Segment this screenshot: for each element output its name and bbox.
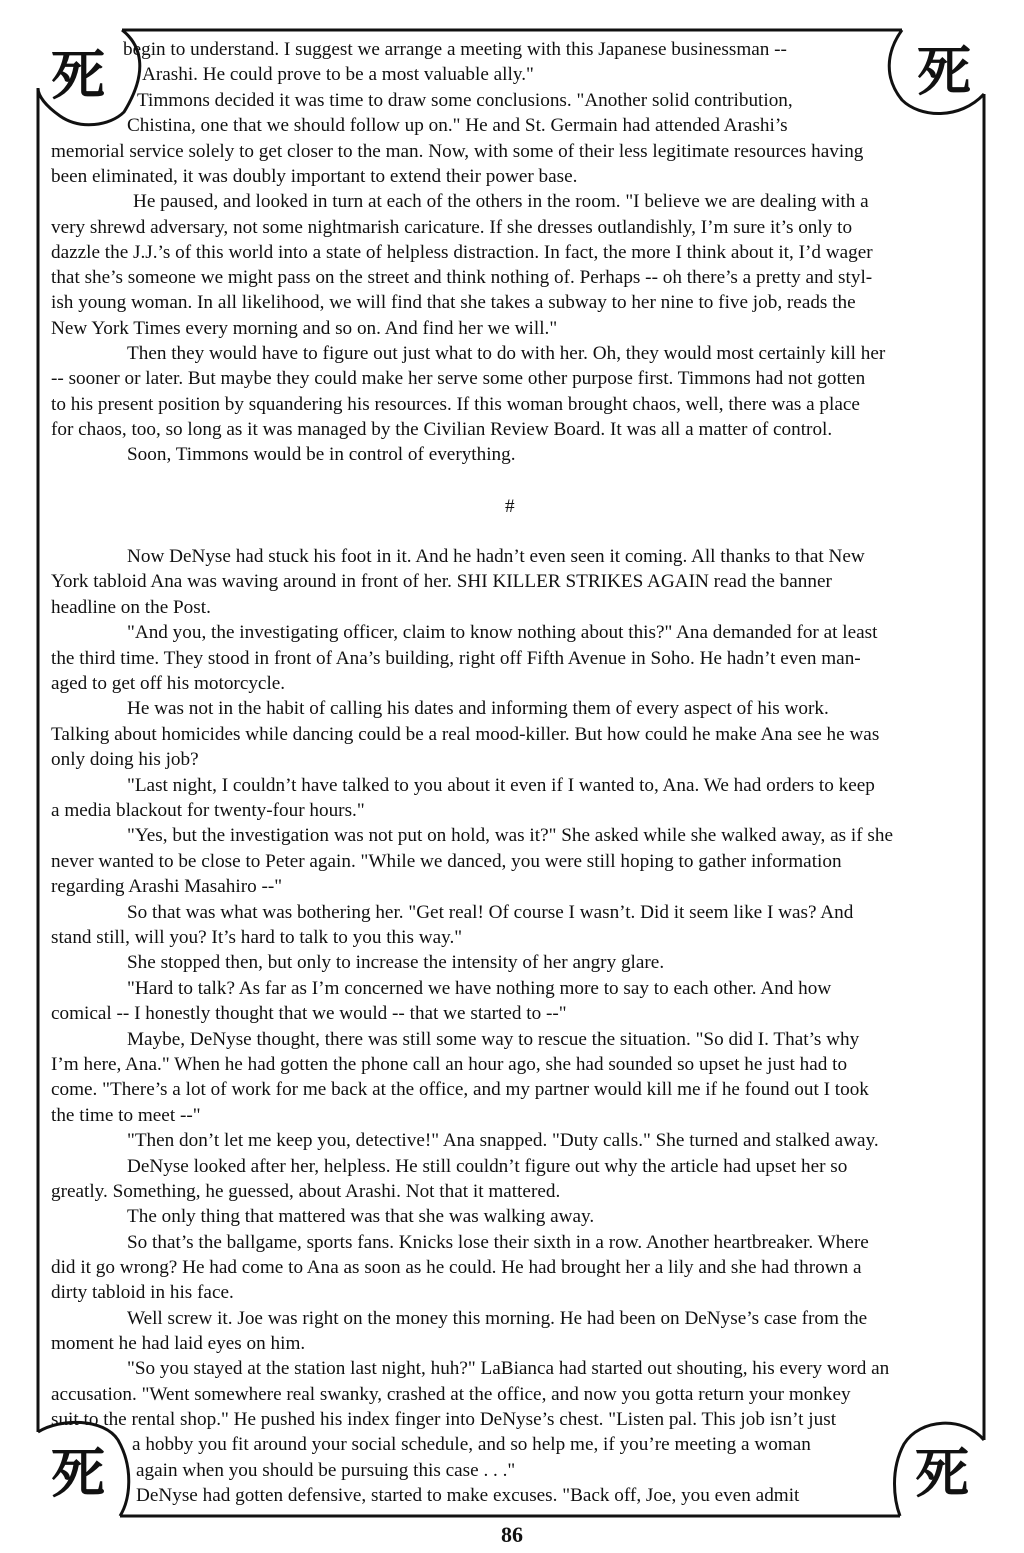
text-line: Now DeNyse had stuck his foot in it. And he hadn’t even seen it coming. All thanks to that New	[127, 546, 865, 567]
text-line: to his present position by squandering his resources. If this woman brought chaos, well, there was a place	[51, 394, 860, 415]
text-line: Well screw it. Joe was right on the money this morning. He had been on DeNyse’s case from the	[127, 1308, 868, 1329]
text-line: She stopped then, but only to increase the intensity of her angry glare.	[127, 952, 665, 973]
corner-kanji-bottom-right: 死	[915, 1442, 969, 1505]
text-line: I’m here, Ana." When he had gotten the phone call an hour ago, she had sounded so upset he just had to	[51, 1054, 848, 1075]
text-line: York tabloid Ana was waving around in front of her. SHI KILLER STRIKES AGAIN read the banner	[51, 571, 832, 592]
text-line: regarding Arashi Masahiro --"	[51, 876, 283, 897]
text-line: Arashi. He could prove to be a most valuable ally."	[142, 64, 534, 85]
text-line: Timmons decided it was time to draw some conclusions. "Another solid contribution,	[137, 90, 793, 111]
text-line: Talking about homicides while dancing could be a real mood-killer. But how could he make Ana see he was	[51, 724, 880, 745]
text-line: did it go wrong? He had come to Ana as soon as he could. He had brought her a lily and she had thrown a	[51, 1257, 862, 1278]
text-line: that she’s someone we might pass on the street and think nothing of. Perhaps -- oh there’s a pretty and styl-	[51, 267, 873, 288]
text-line: a hobby you fit around your social schedule, and so help me, if you’re meeting a woman	[132, 1434, 811, 1455]
text-line: The only thing that mattered was that she was walking away.	[127, 1206, 595, 1227]
text-line: Soon, Timmons would be in control of everything.	[127, 444, 516, 465]
text-line: New York Times every morning and so on. And find her we will."	[51, 318, 558, 339]
text-line: Then they would have to figure out just what to do with her. Oh, they would most certainly kill her	[127, 343, 886, 364]
corner-kanji-bottom-left: 死	[51, 1442, 105, 1505]
text-line: been eliminated, it was doubly important to extend their power base.	[51, 166, 578, 187]
text-line: memorial service solely to get closer to the man. Now, with some of their less legitimate resources having	[51, 141, 864, 162]
text-line: again when you should be pursuing this case . . ."	[136, 1460, 516, 1481]
text-line: "And you, the investigating officer, claim to know nothing about this?" Ana demanded for at least	[127, 622, 878, 643]
text-line: for chaos, too, so long as it was managed by the Civilian Review Board. It was all a matter of control.	[51, 419, 833, 440]
text-line: never wanted to be close to Peter again. "While we danced, you were still hoping to gather information	[51, 851, 842, 872]
text-line: So that was what was bothering her. "Get real! Of course I wasn’t. Did it seem like I was? And	[127, 902, 854, 923]
text-line: moment he had laid eyes on him.	[51, 1333, 306, 1354]
text-line: the third time. They stood in front of Ana’s building, right off Fifth Avenue in Soho. He hadn’t even man-	[51, 648, 861, 669]
text-line: So that’s the ballgame, sports fans. Knicks lose their sixth in a row. Another heartbreaker. Where	[127, 1232, 869, 1253]
page-number: 86	[501, 1522, 523, 1547]
text-line: DeNyse looked after her, helpless. He still couldn’t figure out why the article had upset her so	[127, 1156, 848, 1177]
section-break: #	[505, 496, 515, 517]
text-line: dirty tabloid in his face.	[51, 1282, 234, 1303]
text-line: "Then don’t let me keep you, detective!" Ana snapped. "Duty calls." She turned and stalked away.	[127, 1130, 879, 1151]
text-line: DeNyse had gotten defensive, started to make excuses. "Back off, Joe, you even admit	[136, 1485, 800, 1506]
text-line: dazzle the J.J.’s of this world into a state of helpless distraction. In fact, the more I think about it, I’d wager	[51, 242, 873, 263]
text-line: greatly. Something, he guessed, about Arashi. Not that it mattered.	[51, 1181, 561, 1202]
text-line: begin to understand. I suggest we arrange a meeting with this Japanese businessman --	[123, 39, 787, 60]
text-line: -- sooner or later. But maybe they could make her serve some other purpose first. Timmons had not gotten	[51, 368, 866, 389]
text-line: aged to get off his motorcycle.	[51, 673, 286, 694]
text-line: the time to meet --"	[51, 1105, 201, 1126]
text-line: accusation. "Went somewhere real swanky, crashed at the office, and now you gotta return your monkey	[51, 1384, 851, 1405]
text-line: Chistina, one that we should follow up on." He and St. Germain had attended Arashi’s	[127, 115, 788, 136]
text-line: very shrewd adversary, not some nightmarish caricature. If she dresses outlandishly, I’m sure it’s only to	[51, 217, 853, 238]
text-line: come. "There’s a lot of work for me back at the office, and my partner would kill me if he found out I took	[51, 1079, 869, 1100]
text-line: "Yes, but the investigation was not put on hold, was it?" She asked while she walked away, as if she	[127, 825, 893, 846]
text-line: headline on the Post.	[51, 597, 211, 618]
corner-kanji-top-left: 死	[51, 44, 105, 107]
text-line: a media blackout for twenty-four hours."	[51, 800, 365, 821]
text-line: comical -- I honestly thought that we would -- that we started to --"	[51, 1003, 567, 1024]
corner-kanji-top-right: 死	[917, 40, 971, 103]
text-line: stand still, will you? It’s hard to talk to you this way."	[51, 927, 463, 948]
text-line: only doing his job?	[51, 749, 199, 770]
text-line: Maybe, DeNyse thought, there was still some way to rescue the situation. "So did I. That’s why	[127, 1029, 860, 1050]
text-line: ish young woman. In all likelihood, we will find that she takes a subway to her nine to five job, reads the	[51, 292, 856, 313]
text-line: "Hard to talk? As far as I’m concerned we have nothing more to say to each other. And how	[127, 978, 832, 999]
text-line: "So you stayed at the station last night, huh?" LaBianca had started out shouting, his every word an	[127, 1358, 890, 1379]
text-line: suit to the rental shop." He pushed his index finger into DeNyse’s chest. "Listen pal. This job isn’t just	[51, 1409, 837, 1430]
text-line: "Last night, I couldn’t have talked to you about it even if I wanted to, Ana. We had orders to keep	[127, 775, 875, 796]
text-line: He paused, and looked in turn at each of the others in the room. "I believe we are dealing with a	[133, 191, 869, 212]
text-line: He was not in the habit of calling his dates and informing them of every aspect of his work.	[127, 698, 829, 719]
